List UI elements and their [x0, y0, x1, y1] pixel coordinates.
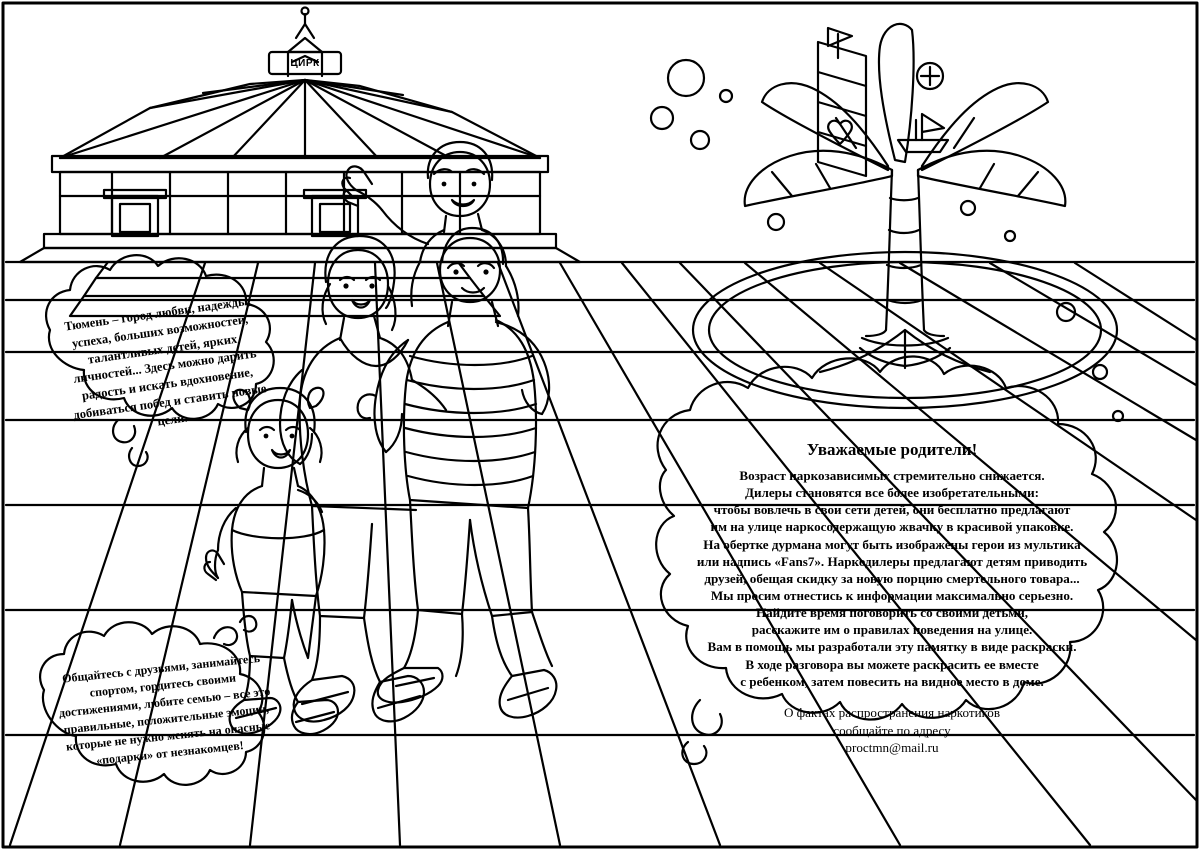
parents-notice-line: друзей, обещая скидку за новую порцию смертельного товара...: [704, 570, 1080, 586]
parents-notice-title: Уважаемые родители!: [806, 440, 978, 459]
parents-notice-line: с ребенком, затем повесить на видное место в доме.: [740, 673, 1044, 689]
parents-notice-body: [672, 467, 1112, 690]
parents-notice-footer: [672, 704, 1112, 757]
parents-notice-line: На обертке дурмана могут быть изображены герои из мультика: [703, 536, 1081, 552]
circus-sign-label: ЦИРК: [290, 58, 320, 69]
parents-footer-line: О фактах распространения наркотиков: [783, 704, 1001, 720]
parents-footer-line: сообщайте по адресу: [833, 722, 951, 738]
parents-notice-line: им на улице наркосодержащую жвачку в красивой упаковке.: [710, 519, 1074, 535]
parents-notice-line: Возраст наркозависимых стремительно снижается.: [739, 468, 1045, 483]
parents-notice-line: Вам в помощь мы разработали эту памятку в виде раскраски.: [707, 639, 1077, 655]
city-bubble-text: Тюмень – город любви, надежды, успеха, больших возможностей, талантливых детей, ярких личностей... Здесь можно дарить радость и искать вдохновение, добиваться побед и ставить новые цели.: [63, 293, 268, 429]
parents-notice: [672, 440, 1112, 757]
parents-notice-line: Мы просим отнестись к информации максимально серьезно.: [710, 587, 1074, 603]
friends-bubble-text: Общайтесь с друзьями, занимайтесь спортом, гордитесь своими достижениями, любите семью – все это правильные, положительные эмоции, которые не нужно менять на опасные «подарки» от незнакомцев!: [58, 650, 271, 768]
parents-notice-line: расскажите им о правилах поведения на улице.: [751, 622, 1033, 638]
parents-footer-lines: [672, 704, 1112, 739]
parents-notice-line: или надпись «Fans7». Наркодилеры предлагают детям приводить: [696, 553, 1088, 569]
parents-notice-line: В ходе разговора вы можете раскрасить ее вместе: [745, 656, 1039, 672]
parents-notice-line: чтобы вовлечь в свои сети детей, они бесплатно предлагают: [713, 502, 1071, 518]
parents-notice-line: Найдите время поговорить со своими детьми,: [755, 605, 1029, 621]
parents-notice-line: Дилеры становятся все более изобретательными:: [744, 485, 1040, 501]
contact-email[interactable]: proctmn@mail.ru: [845, 740, 939, 756]
